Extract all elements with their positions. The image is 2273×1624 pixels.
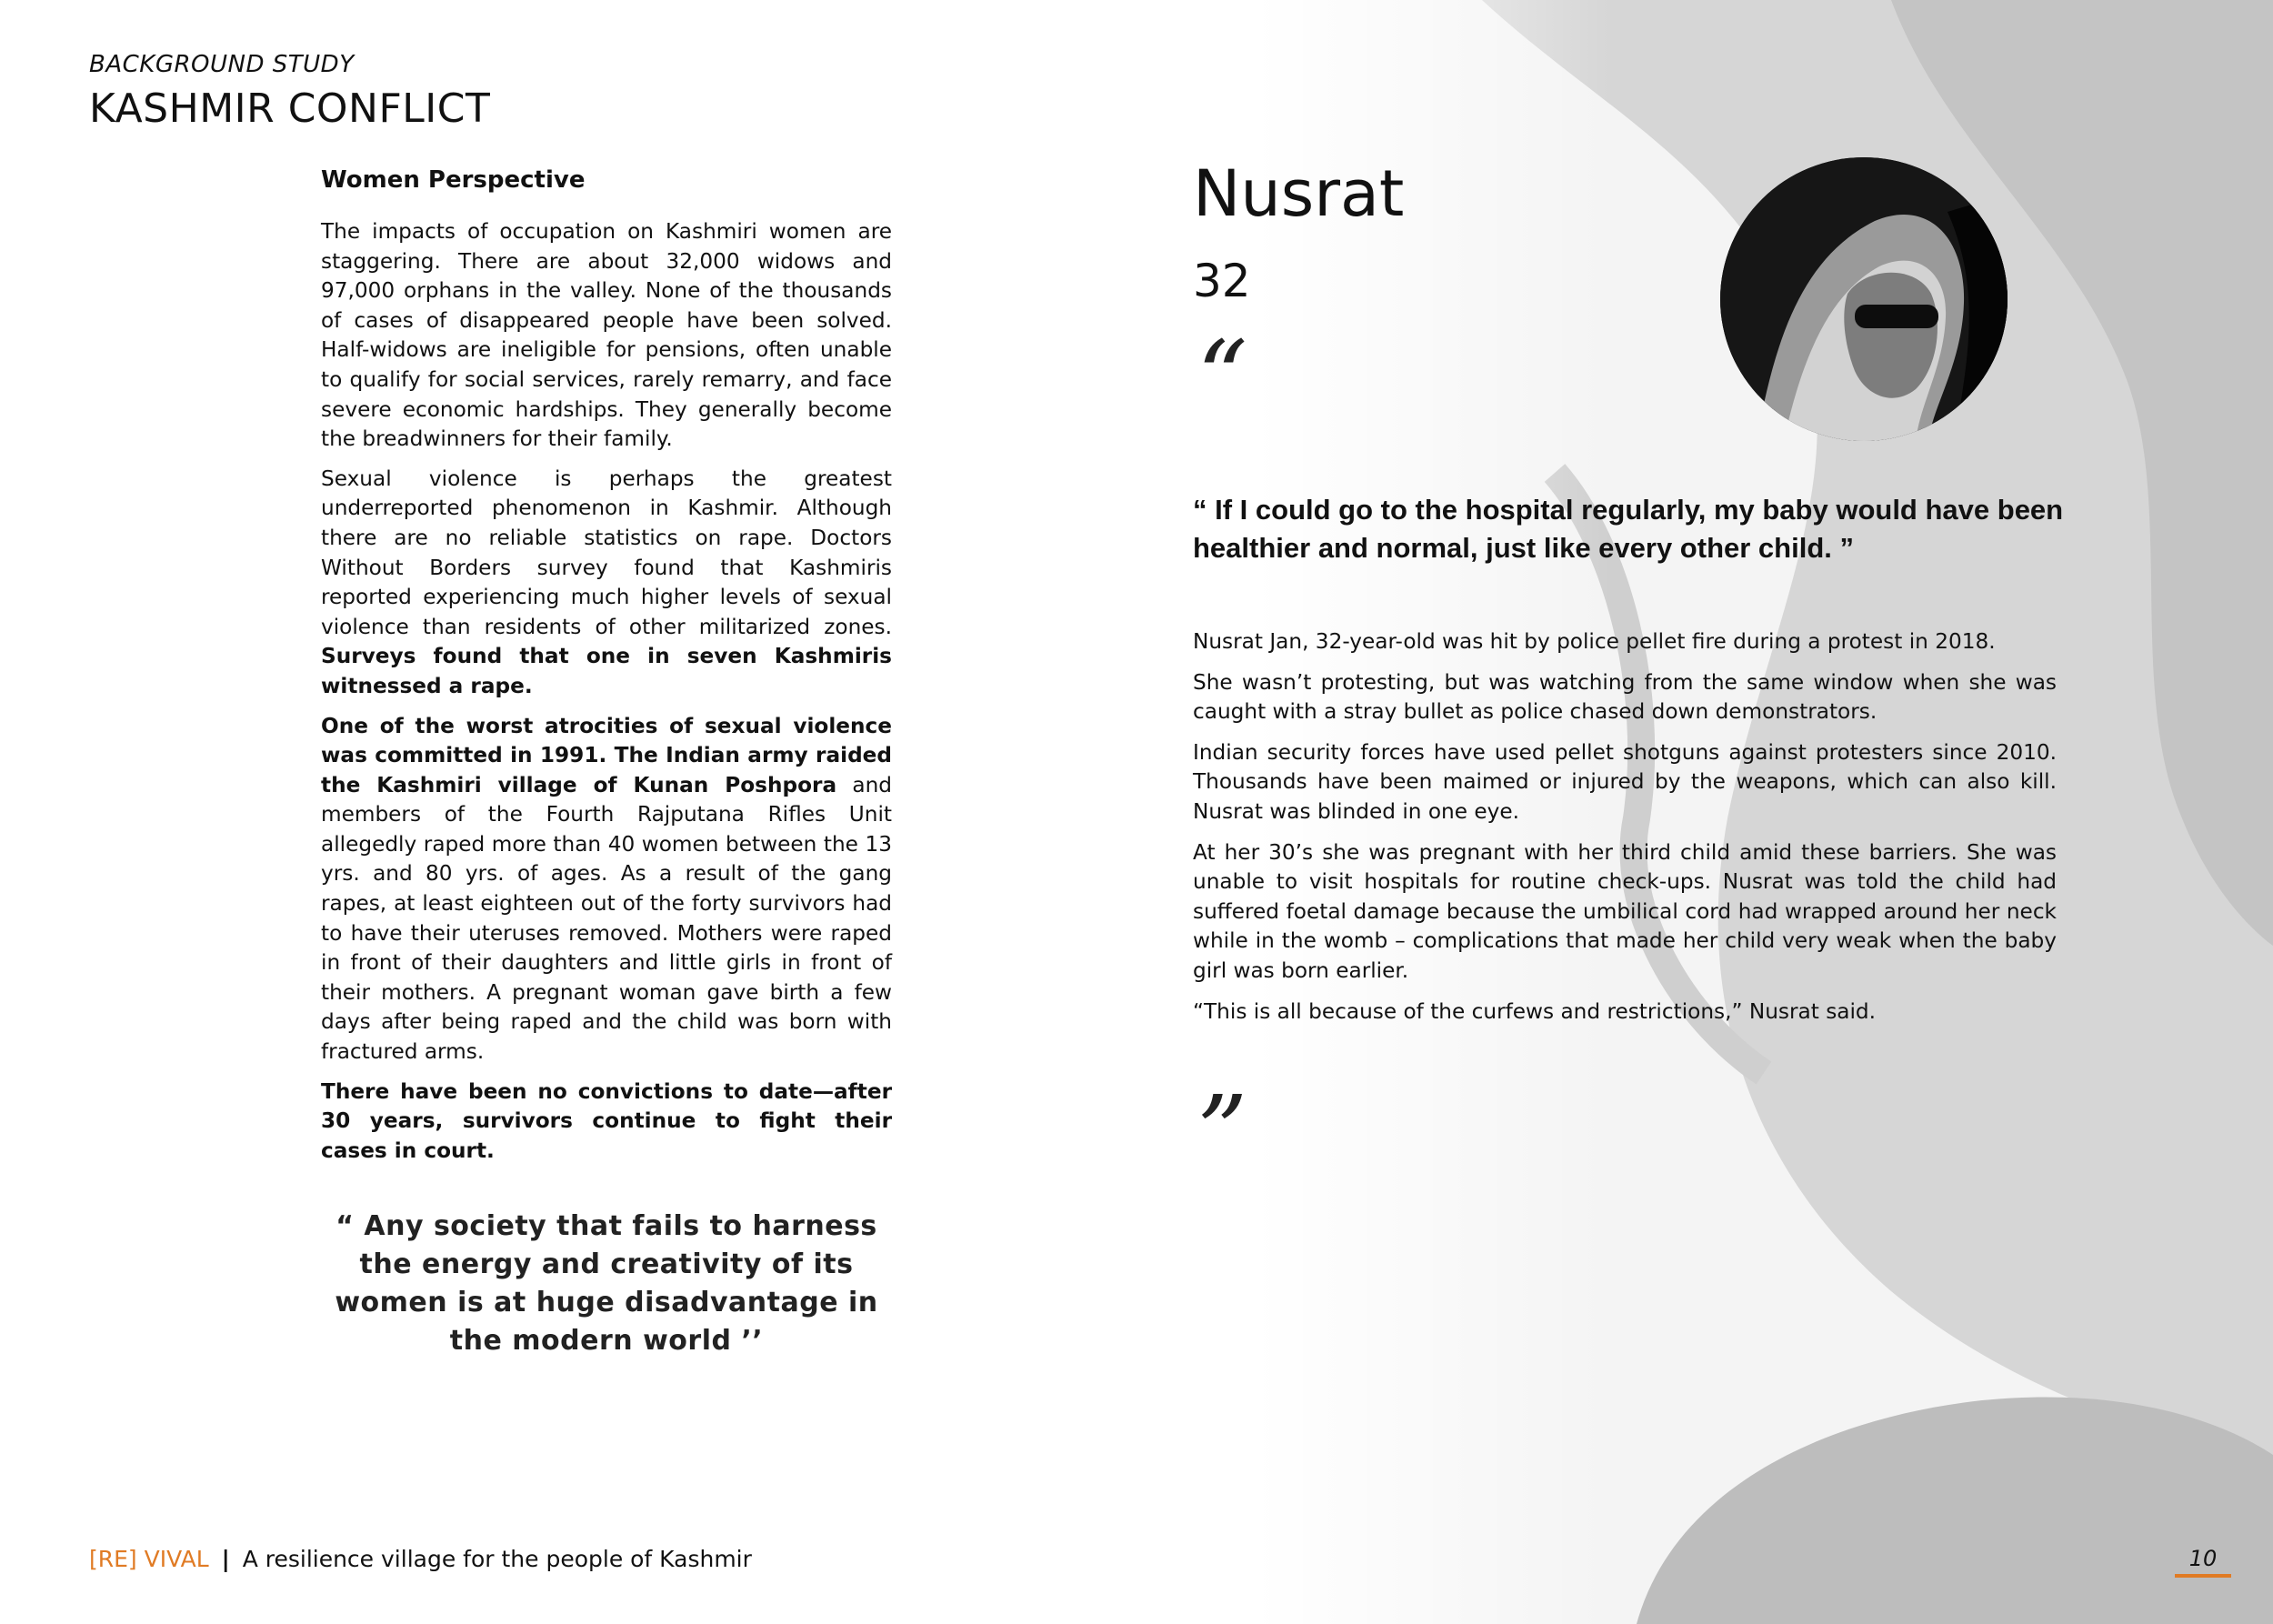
footer-brand: [RE] VIVAL [89,1546,209,1572]
women-quote: “ Any society that fails to harness the energy and creativity of its women is at huge disadvantage in the modern world ’’ [335,1210,878,1358]
story-paragraph: “This is all because of the curfews and restrictions,” Nusrat said. [1193,998,1877,1024]
page-title: KASHMIR CONFLICT [89,85,491,132]
profile-age: 32 [1193,255,1251,307]
profile-name: Nusrat [1193,156,1405,231]
paragraph-kunan-poshpora [321,712,892,1068]
close-quote-mark: ” [1197,1074,1248,1190]
page-number: 10 [2188,1546,2218,1571]
paragraph-text: Sexual violence is perhaps the greatest underreported phenomenon in Kashmir. Although there are no reliable statistics on rape. Doctors Without Borders survey found that Kashmiris reported experiencing much higher levels of sexual violence than residents of other militarized zones. [321,466,892,639]
pull-quote: “ If I could go to the hospital regularly, my baby would have been healthier and normal, just like every other child. ” [1193,494,2064,564]
story-paragraph: Indian security forces have used pellet shotguns against protesters since 2010. Thousands have been maimed or injured by the weapons, which can also kill. Nusrat was blinded in one eye. [1193,739,2057,824]
paragraph-convictions [321,1078,892,1167]
footer-tagline: A resilience village for the people of Kashmir [242,1546,752,1572]
paragraph-widows: The impacts of occupation on Kashmiri women are staggering. There are about 32,000 widows and 97,000 orphans in the valley. None of the thousands of cases of disappeared people have been solved. Half-widows are ineligible for pensions, often unable to qualify for social services, rarely remarry, and face severe economic hardships. They generally become the breadwinners for their family. [321,219,892,452]
paragraph-sexual-violence [321,465,892,702]
portrait-photo [1720,157,2008,441]
footer [89,1546,752,1572]
story-paragraph: At her 30’s she was pregnant with her third child amid these barriers. She was unable to visit hospitals for routine check-ups. Nusrat was told the child had suffered foetal damage because the umbilical cord had wrapped around her neck while in the womb – complications that made her child very weak when the baby girl was born earlier. [1193,839,2057,983]
left-column [321,166,892,1360]
subheading: Women Perspective [321,166,586,194]
section-label: BACKGROUND STUDY [89,51,355,78]
footer-separator: | [221,1546,230,1572]
right-column [1193,627,2057,1038]
paragraph-bold-text: One of the worst atrocities of sexual violence was committed in 1991. The Indian army raided the Kashmiri village of Kunan Poshpora [321,713,892,797]
story-paragraph: She wasn’t protesting, but was watching from the same window when she was caught with a stray bullet as police chased down demonstrators. [1193,669,2057,725]
story-paragraph: Nusrat Jan, 32-year-old was hit by police pellet fire during a protest in 2018. [1193,629,1996,654]
page-number-underline [2175,1574,2231,1578]
paragraph-text: and members of the Fourth Rajputana Rifles Unit allegedly raped more than 40 women between the 13 yrs. and 80 yrs. of ages. As a result of the gang rapes, at least eighteen out of the forty survivors had to have their uteruses removed. Mothers were raped in front of their daughters and little girls in front of their mothers. A pregnant woman gave birth a few days after being raped and the child was born with fractured arms. [321,772,892,1065]
paragraph-bold-text: Surveys found that one in seven Kashmiris witnessed a rape. [321,644,892,698]
paragraph-bold-text: There have been no convictions to date—after 30 years, survivors continue to fight their cases in court. [321,1078,892,1163]
open-quote-mark: “ [1197,319,1248,436]
